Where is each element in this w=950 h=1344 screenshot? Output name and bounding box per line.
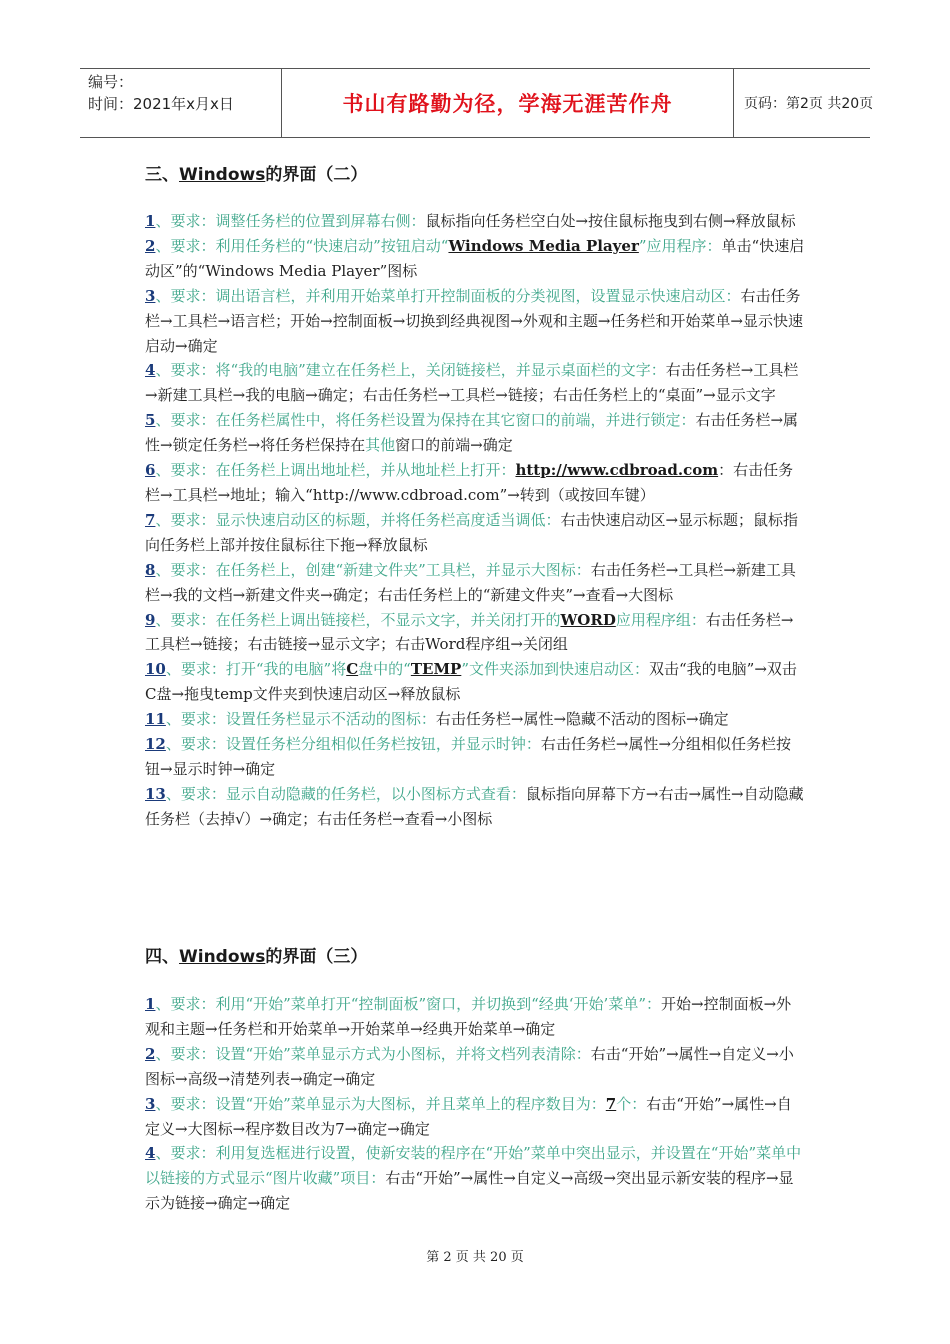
item-number: 3 [145,286,156,305]
list-item [145,284,805,359]
highlight-text: C [346,660,359,679]
requirement-text: 、要求：显示快速启动区的标题，并将任务栏高度适当调低： [155,510,561,529]
answer-text: 右击任务栏→工具栏→新建工具栏→我的电脑→确定；右击任务栏→工具栏→链接；右击任务栏上的“桌面”→显示文字 [145,361,799,405]
list-item [145,558,805,608]
answer-text: 右击“开始”→属性→自定义→高级→突出显示新安装的程序→显示为链接→确定→确定 [145,1169,794,1213]
answer-text: 窗口的前端→确定 [395,436,513,455]
item-number: 11 [145,710,166,729]
requirement-text: 、要求：设置“开始”菜单显示方式为小图标，并将文档列表清除： [155,1044,591,1063]
list-item [145,508,805,558]
list-item [145,782,805,832]
requirement-text: 、要求：设置“开始”菜单显示为大图标，并且菜单上的程序数目为： [155,1094,606,1113]
answer-text: ：右击任务栏→工具栏→地址；输入“http://www.cdbroad.com”→转到（或按回车键） [145,461,794,504]
item-number: 12 [145,735,166,754]
answer-text: 鼠标指向屏幕下方→右击→属性→自动隐藏任务栏（去掉√）→确定；右击任务栏→查看→小图标 [145,784,804,828]
list-item [145,707,805,732]
requirement-text: 其他 [365,436,396,455]
answer-text: 右击任务栏→属性→锁定任务栏→将任务栏保持在 [145,411,799,455]
requirement-text: 、要求：在任务栏上，创建“新建文件夹”工具栏，并显示大图标： [155,560,591,579]
list-item [145,732,805,782]
list-item [145,608,805,658]
answer-text: 右击任务栏→工具栏→新建工具栏→我的文档→新建文件夹→确定；右击任务栏上的“新建文件夹”→查看→大图标 [145,560,796,604]
answer-text: 右击“开始”→属性→自定义→小图标→高级→清楚列表→确定→确定 [145,1044,794,1088]
item-number: 7 [145,510,156,529]
requirement-text: ”文件夹添加到快速启动区： [461,660,649,679]
section-4-items [145,992,805,1216]
time-label: 时间：2021年x月x日 [88,95,234,113]
item-number: 3 [145,1094,156,1113]
list-item [145,358,805,408]
answer-text: 右击快速启动区→显示标题；鼠标指向任务栏上部并按住鼠标往下拖→释放鼠标 [145,510,799,554]
answer-text: 右击任务栏→工具栏→语言栏；开始→控制面板→切换到经典视图→外观和主题→任务栏和开始菜单→显示快速启动→确定 [145,286,803,355]
requirement-text: 、要求：在任务栏上调出地址栏，并从地址栏上打开： [155,461,516,480]
answer-text: 单击“快速启动区”的“Windows Media Player”图标 [145,236,805,280]
list-item [145,458,805,508]
list-item [145,209,805,234]
item-number: 13 [145,784,166,803]
item-number: 2 [145,236,156,255]
answer-text: 鼠标指向任务栏空白处→按住鼠标拖曳到右侧→释放鼠标 [425,212,796,230]
requirement-text: 、要求：设置任务栏分组相似任务栏按钮，并显示时钟： [165,735,541,754]
highlight-text: TEMP [410,660,462,679]
requirement-text: 、要求：将“我的电脑”建立在任务栏上，关闭链接栏，并显示桌面栏的文字： [155,361,666,380]
list-item [145,1141,805,1216]
section-3-title: 三、Windows的界面（二） [145,165,368,185]
highlight-text: http://www.cdbroad.com [515,461,719,480]
item-number: 4 [145,1144,156,1163]
requirement-text: 、要求：显示自动隐藏的任务栏，以小图标方式查看： [165,784,526,803]
item-number: 1 [145,212,156,230]
requirement-text: 、要求：设置任务栏显示不活动的图标： [165,710,436,729]
section-3-items [145,209,805,832]
item-number: 5 [145,411,156,430]
page-footer: 第 2 页 共 20 页 [426,1250,524,1265]
requirement-text: 、要求：利用复选框进行设置，使新安装的程序在“开始”菜单中突出显示，并设置在“开始”菜单中以链接的方式显示“图片收藏”项目： [145,1144,802,1188]
requirement-text: 、要求：在任务栏属性中，将任务栏设置为保持在其它窗口的前端，并进行锁定： [155,411,696,430]
answer-text: 右击任务栏→属性→隐藏不活动的图标→确定 [435,710,729,729]
requirement-text: 应用程序组： [615,610,706,629]
requirement-text: 个： [616,1094,647,1113]
list-item [145,657,805,707]
requirement-text: 、要求：在任务栏上调出链接栏，不显示文字，并关闭打开的 [155,610,561,629]
list-item [145,408,805,458]
item-number: 2 [145,1044,156,1063]
header-page-label: 页码：第2页 共20页 [744,96,874,112]
list-item [145,1042,805,1092]
requirement-text: 、要求：打开“我的电脑”将 [165,660,347,679]
highlight-text: Windows Media Player [448,236,639,255]
answer-text: 右击任务栏→工具栏→链接；右击链接→显示文字；右击Word程序组→关闭组 [145,610,794,654]
list-item [145,1092,805,1142]
highlight-text: WORD [560,610,616,629]
document-header [80,68,874,138]
item-number: 8 [145,560,156,579]
answer-text: 开始→控制面板→外观和主题→任务栏和开始菜单→开始菜单→经典开始菜单→确定 [145,995,792,1038]
item-number: 4 [145,361,156,380]
list-item [145,234,805,284]
number-label: 编号： [88,73,134,91]
requirement-text: 盘中的“ [358,660,411,679]
highlight-text: 7 [605,1094,617,1113]
answer-text: 右击“开始”→属性→自定义→大图标→程序数目改为7→确定→确定 [145,1094,792,1138]
item-number: 6 [145,461,156,480]
requirement-text: 、要求：利用“开始”菜单打开“控制面板”窗口，并切换到“经典‘开始’菜单”： [155,995,661,1013]
requirement-text: 、要求：调出语言栏，并利用开始菜单打开控制面板的分类视图，设置显示快速启动区： [155,286,741,305]
header-meta-cell [80,69,282,137]
item-number: 10 [145,660,166,679]
item-number: 9 [145,610,156,629]
requirement-text: 、要求：调整任务栏的位置到屏幕右侧： [155,212,426,230]
requirement-text: 、要求：利用任务栏的“快速启动”按钮启动“ [155,236,449,255]
section-4-title: 四、Windows的界面（三） [145,947,368,967]
list-item [145,992,805,1042]
header-motto: 书山有路勤为径，学海无涯苦作舟 [282,69,734,137]
item-number: 1 [145,995,156,1013]
answer-text: 右击任务栏→属性→分组相似任务栏按钮→显示时钟→确定 [145,735,792,778]
answer-text: 双击“我的电脑”→双击C盘→拖曳temp文件夹到快速启动区→释放鼠标 [145,660,797,704]
requirement-text: ”应用程序： [638,236,722,255]
